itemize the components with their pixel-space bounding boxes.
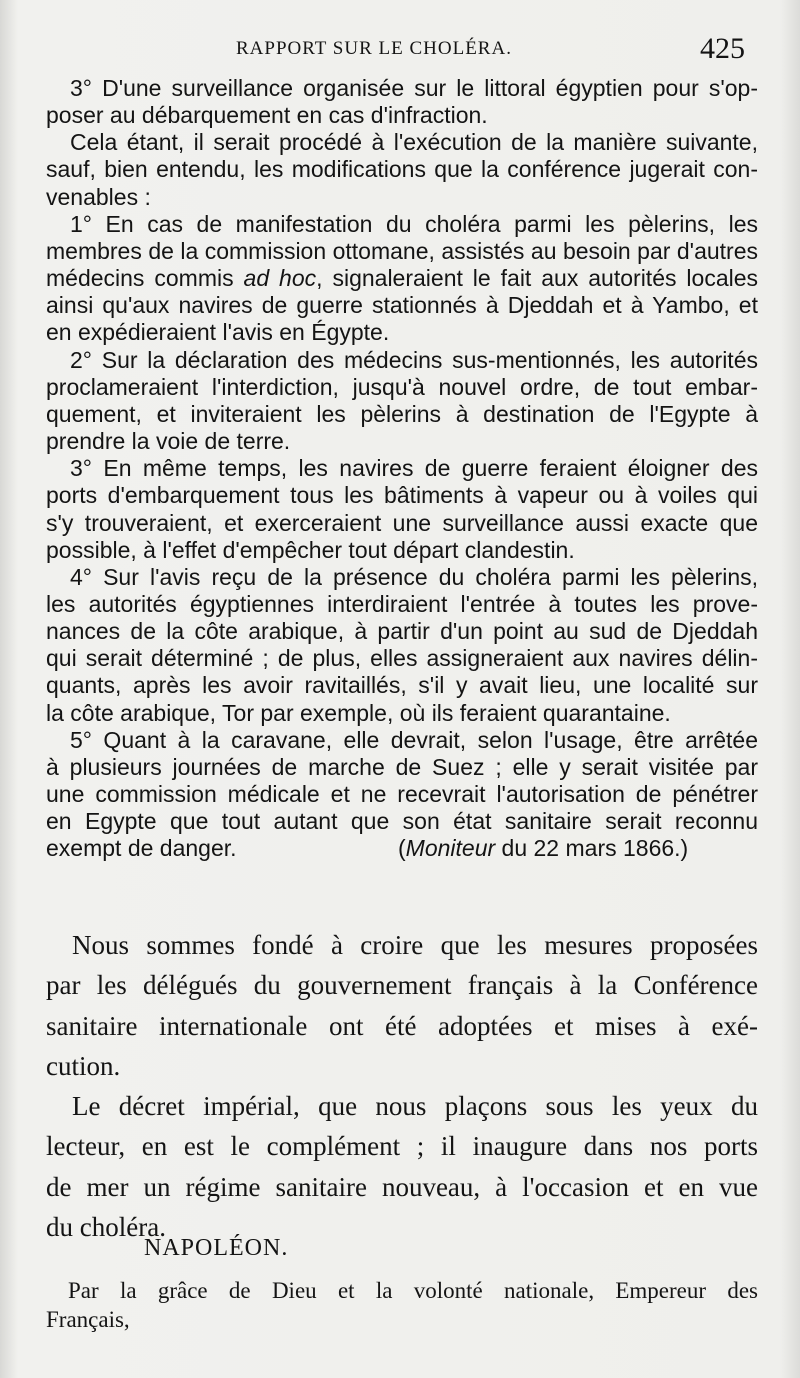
text-line: par les délégués du gouvernement français à la Conférence bbox=[46, 970, 758, 1001]
text-line: qui serait déterminé ; de plus, elles assigneraient aux navires délin- bbox=[46, 645, 758, 672]
text-line: lecteur, en est le complément ; il inaugure dans nos ports bbox=[46, 1131, 758, 1162]
text-line: prendre la voie de terre. bbox=[46, 428, 291, 455]
text-segment: médecins commis bbox=[46, 265, 234, 292]
text-line: la côte arabique, Tor par exemple, où ils feraient quarantaine. bbox=[46, 699, 671, 726]
text-line: une commission médicale et ne recevrait l'autorisation de pénétrer bbox=[46, 781, 758, 808]
text-line: Par la grâce de Dieu et la volonté nationale, Empereur des bbox=[68, 1278, 758, 1303]
citation-journal: Moniteur bbox=[405, 835, 496, 862]
text-line: nances de la côte arabique, à partir d'un point au sud de Djeddah bbox=[46, 618, 758, 645]
text-line: cution. bbox=[46, 1050, 121, 1081]
text-line: à plusieurs journées de marche de Suez ; elle y serait visitée par bbox=[46, 753, 758, 780]
text-line: 1° En cas de manifestation du choléra parmi les pèlerins, les bbox=[70, 210, 758, 237]
page-number: 425 bbox=[700, 32, 745, 65]
text-line bbox=[46, 835, 758, 862]
text-line: 4° Sur l'avis reçu de la présence du choléra parmi les pèlerins, bbox=[70, 563, 758, 590]
text-line: quants, après les avoir ravitaillés, s'il y avait lieu, une localité sur bbox=[46, 672, 758, 699]
text-line: 2° Sur la déclaration des médecins sus-mentionnés, les autorités bbox=[70, 346, 758, 373]
text-line: les autorités égyptiennes interdiraient l'entrée à toutes les prove- bbox=[46, 590, 758, 617]
quoted-text-block bbox=[46, 75, 758, 863]
text-line: Le décret impérial, que nous plaçons sous les yeux du bbox=[72, 1091, 758, 1122]
text-line: du choléra. bbox=[46, 1212, 166, 1243]
text-line: sauf, bien entendu, les modifications que la conférence jugerait con- bbox=[46, 156, 758, 183]
decree-preamble bbox=[46, 1276, 758, 1334]
text-line: membres de la commission ottomane, assistés au besoin par d'autres bbox=[46, 237, 758, 264]
italic-term: ad hoc bbox=[243, 265, 317, 292]
text-line: poser au débarquement en cas d'infraction. bbox=[46, 102, 488, 129]
text-line: possible, à l'effet d'empêcher tout départ clandestin. bbox=[46, 536, 575, 563]
text-line: de mer un régime sanitaire nouveau, à l'occasion et en vue bbox=[46, 1171, 758, 1202]
page-header bbox=[0, 30, 800, 64]
text-line: 3° En même temps, les navires de guerre feraient éloigner des bbox=[70, 455, 758, 482]
text-line: 5° Quant à la caravane, elle devrait, selon l'usage, être arrêtée bbox=[70, 726, 758, 753]
text-line: venables : bbox=[46, 183, 151, 210]
signature-heading: NAPOLÉON. bbox=[144, 1235, 289, 1261]
citation-paren: ( bbox=[398, 835, 406, 862]
text-line: Nous sommes fondé à croire que les mesures proposées bbox=[72, 930, 758, 960]
text-line: ports d'embarquement tous les bâtiments à vapeur ou à voiles qui bbox=[46, 482, 758, 509]
text-segment: exempt de danger. bbox=[46, 835, 237, 862]
text-line: en expédieraient l'avis en Égypte. bbox=[46, 319, 390, 346]
text-line: proclameraient l'interdiction, jusqu'à nouvel ordre, de tout embar- bbox=[46, 373, 758, 400]
text-line: quement, et inviteraient les pèlerins à destination de l'Egypte à bbox=[46, 400, 758, 427]
text-line: 3° D'une surveillance organisée sur le littoral égyptien pour s'op- bbox=[70, 75, 758, 101]
text-line bbox=[46, 265, 758, 292]
citation-date: du 22 mars 1866.) bbox=[495, 835, 689, 862]
running-title: RAPPORT SUR LE CHOLÉRA. bbox=[236, 38, 512, 59]
text-line: Cela étant, il serait procédé à l'exécution de la manière suivante, bbox=[70, 129, 758, 156]
text-line: en Egypte que tout autant que son état sanitaire serait reconnu bbox=[46, 808, 758, 835]
text-line: s'y trouveraient, et exerceraient une surveillance aussi exacte que bbox=[46, 509, 758, 536]
text-line: Français, bbox=[46, 1307, 130, 1332]
text-line: ainsi qu'aux navires de guerre stationnés à Djeddah et à Yambo, et bbox=[46, 292, 758, 319]
text-segment: , signaleraient le fait aux autorités locales bbox=[316, 265, 759, 292]
source-citation bbox=[398, 835, 688, 862]
text-line: sanitaire internationale ont été adoptées et mises à exé- bbox=[46, 1010, 758, 1041]
main-text-block bbox=[46, 925, 758, 1247]
